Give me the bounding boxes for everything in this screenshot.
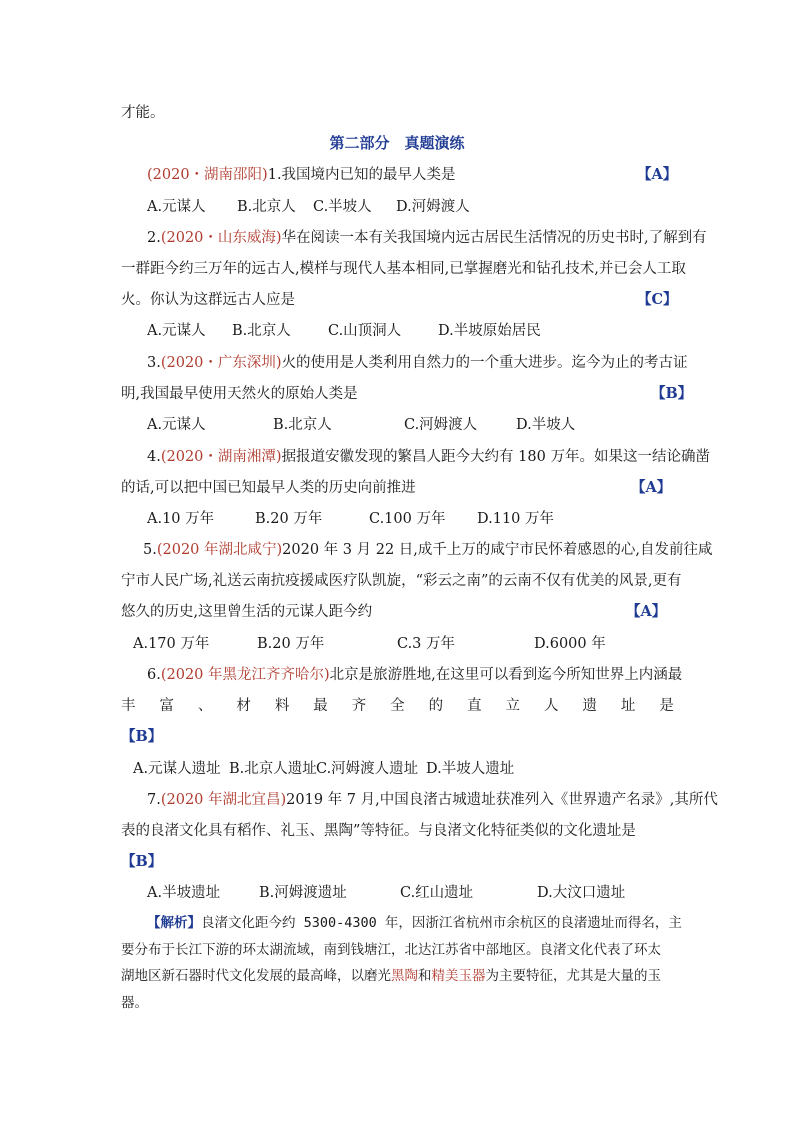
question-7-option-b: B.河姆渡遗址: [259, 885, 347, 901]
question-4-option-d: D.110 万年: [477, 511, 555, 527]
question-3-option-b: B.北京人: [273, 417, 332, 433]
question-1-stem: [147, 165, 456, 185]
question-6-text-1: 北京是旅游胜地,在这里可以看到迄今所知世界上内涵最: [329, 667, 683, 683]
analysis-line-4: 器。: [121, 994, 148, 1011]
question-2-source: (2020・山东威海): [160, 230, 282, 246]
question-2-line-2: 一群距今约三万年的远古人,模样与现代人基本相同,已掌握磨光和钻孔技术,并已会人工取: [121, 261, 686, 277]
question-6-source: (2020 年黑龙江齐齐哈尔): [160, 667, 330, 683]
analysis-line-1: [121, 910, 682, 937]
question-5-number: 5.: [143, 542, 157, 558]
question-3-source: (2020・广东深圳): [160, 355, 282, 371]
analysis-highlight-black-pottery: 黑陶: [391, 968, 418, 984]
question-1-option-a: A.元谋人: [147, 199, 206, 215]
question-4-option-a: A.10 万年: [147, 511, 215, 527]
question-2-option-b: B.北京人: [232, 323, 291, 339]
question-2-option-d: D.半坡原始居民: [438, 323, 541, 339]
question-6-char: 料: [274, 698, 290, 714]
question-3-answer: 【B】: [651, 385, 693, 402]
question-5-text-1: 2020 年 3 月 22 日,成千上万的咸宁市民怀着感恩的心,自发前往咸: [282, 542, 713, 558]
question-2-line-1: [147, 228, 707, 248]
question-1-answer: 【A】: [637, 166, 678, 183]
section-title: 第二部分 真题演练: [329, 134, 465, 152]
question-2-number: 2.: [147, 230, 161, 246]
question-3-line-2: 明,我国最早使用天然火的原始人类是: [121, 386, 358, 402]
question-2-line-3: 火。你认为这群远古人应是: [121, 292, 295, 308]
analysis-highlight-jade: 精美玉器: [431, 968, 486, 984]
question-6-option-a: A.元谋人遗址: [133, 761, 221, 777]
question-7-option-c: C.红山遗址: [400, 885, 474, 901]
analysis-text-3c: 为主要特征，尤其是大量的玉: [485, 968, 661, 984]
question-6-option-b: B.北京人遗址: [229, 761, 317, 777]
question-5-source: (2020 年湖北咸宁): [156, 542, 283, 558]
analysis-line-3: [121, 963, 676, 990]
question-6-number: 6.: [147, 667, 161, 683]
question-6-char: 直: [467, 698, 482, 714]
question-1-option-c: C.半坡人: [313, 199, 372, 215]
question-3-text-1: 火的使用是人类利用自然力的一个重大进步。迄今为止的考古证: [281, 355, 688, 371]
question-4-option-c: C.100 万年: [369, 511, 446, 527]
question-6-char: 材: [236, 698, 251, 714]
question-3-option-a: A.元谋人: [147, 417, 206, 433]
question-2-option-a: A.元谋人: [147, 323, 206, 339]
question-7-number: 7.: [147, 792, 161, 808]
question-1-text: 1.我国境内已知的最早人类是: [267, 167, 456, 183]
analysis-text-1: 良渚文化距今约 5300-4300 年，因浙江省杭州市余杭区的良渚遗址而得名，主: [201, 915, 682, 931]
question-6-line-2: [121, 696, 674, 716]
question-5-option-c: C.3 万年: [397, 636, 456, 652]
top-fragment: 才能。: [121, 105, 165, 121]
question-4-answer: 【A】: [631, 479, 672, 496]
question-4-source: (2020・湖南湘潭): [160, 449, 282, 465]
question-7-option-a: A.半坡遗址: [147, 885, 221, 901]
question-5-line-1: [143, 540, 713, 560]
question-7-text-1: 2019 年 7 月,中国良渚古城遗址获准列入《世界遗产名录》,其所代: [286, 792, 718, 808]
question-6-option-c: C.河姆渡人遗址: [316, 761, 419, 777]
question-6-char: 、: [197, 698, 213, 714]
question-6-char: 址: [620, 698, 636, 714]
question-3-line-1: [147, 353, 688, 373]
question-7-answer: 【B】: [121, 853, 163, 870]
analysis-text-3b: 和: [418, 968, 432, 984]
question-4-text-1: 据报道安徽发现的繁昌人距今大约有 180 万年。如果这一结论确凿: [281, 449, 710, 465]
question-5-answer: 【A】: [626, 603, 667, 620]
question-5-line-3: 悠久的历史,这里曾生活的元谋人距今约: [121, 604, 373, 620]
question-5-option-b: B.20 万年: [257, 636, 325, 652]
question-7-source: (2020 年湖北宜昌): [160, 792, 287, 808]
question-2-answer: 【C】: [637, 291, 678, 308]
question-1-source: (2020・湖南邵阳): [147, 167, 268, 183]
analysis-label: 【解析】: [147, 915, 201, 931]
question-3-option-d: D.半坡人: [516, 417, 576, 433]
question-5-option-d: D.6000 年: [534, 636, 606, 652]
question-7-option-d: D.大汶口遗址: [537, 885, 626, 901]
question-6-char: 人: [543, 698, 559, 714]
question-7-line-2: 表的良渚文化具有稻作、礼玉、黑陶”等特征。与良渚文化特征类似的文化遗址是: [121, 823, 636, 839]
question-3-number: 3.: [147, 355, 161, 371]
question-6-char: 的: [428, 698, 444, 714]
question-6-char: 最: [313, 698, 328, 714]
question-5-option-a: A.170 万年: [133, 636, 210, 652]
question-5-line-2: 宁市人民广场,礼送云南抗疫援咸医疗队凯旋，“彩云之南”的云南不仅有优美的风景,更有: [121, 573, 682, 589]
question-2-text-1: 华在阅读一本有关我国境内远古居民生活情况的历史书时,了解到有: [281, 230, 707, 246]
question-1-option-d: D.河姆渡人: [396, 199, 470, 215]
analysis-block: [121, 910, 682, 1016]
question-6-char: 是: [659, 698, 674, 714]
question-3-option-c: C.河姆渡人: [404, 417, 478, 433]
question-6-line-1: [147, 665, 682, 685]
question-6-char: 全: [390, 698, 405, 714]
question-4-option-b: B.20 万年: [255, 511, 323, 527]
question-4-line-1: [147, 447, 710, 467]
question-1-option-b: B.北京人: [237, 199, 296, 215]
question-7-line-1: [147, 790, 718, 810]
question-6-answer: 【B】: [121, 728, 163, 745]
question-6-char: 立: [505, 698, 521, 714]
question-6-char: 丰: [121, 698, 136, 714]
question-6-char: 齐: [351, 698, 367, 714]
question-4-number: 4.: [147, 449, 161, 465]
question-4-line-2: 的话,可以把中国已知最早人类的历史向前推进: [121, 480, 416, 496]
analysis-line-2: 要分布于长江下游的环太湖流域，南到钱塘江，北达江苏省中部地区。良渚文化代表了环太: [121, 941, 661, 958]
analysis-text-3a: 湖地区新石器时代文化发展的最高峰，以磨光: [121, 968, 391, 984]
question-6-char: 富: [159, 698, 174, 714]
question-6-char: 遗: [582, 698, 597, 714]
question-2-option-c: C.山顶洞人: [328, 323, 402, 339]
question-6-option-d: D.半坡人遗址: [426, 761, 515, 777]
